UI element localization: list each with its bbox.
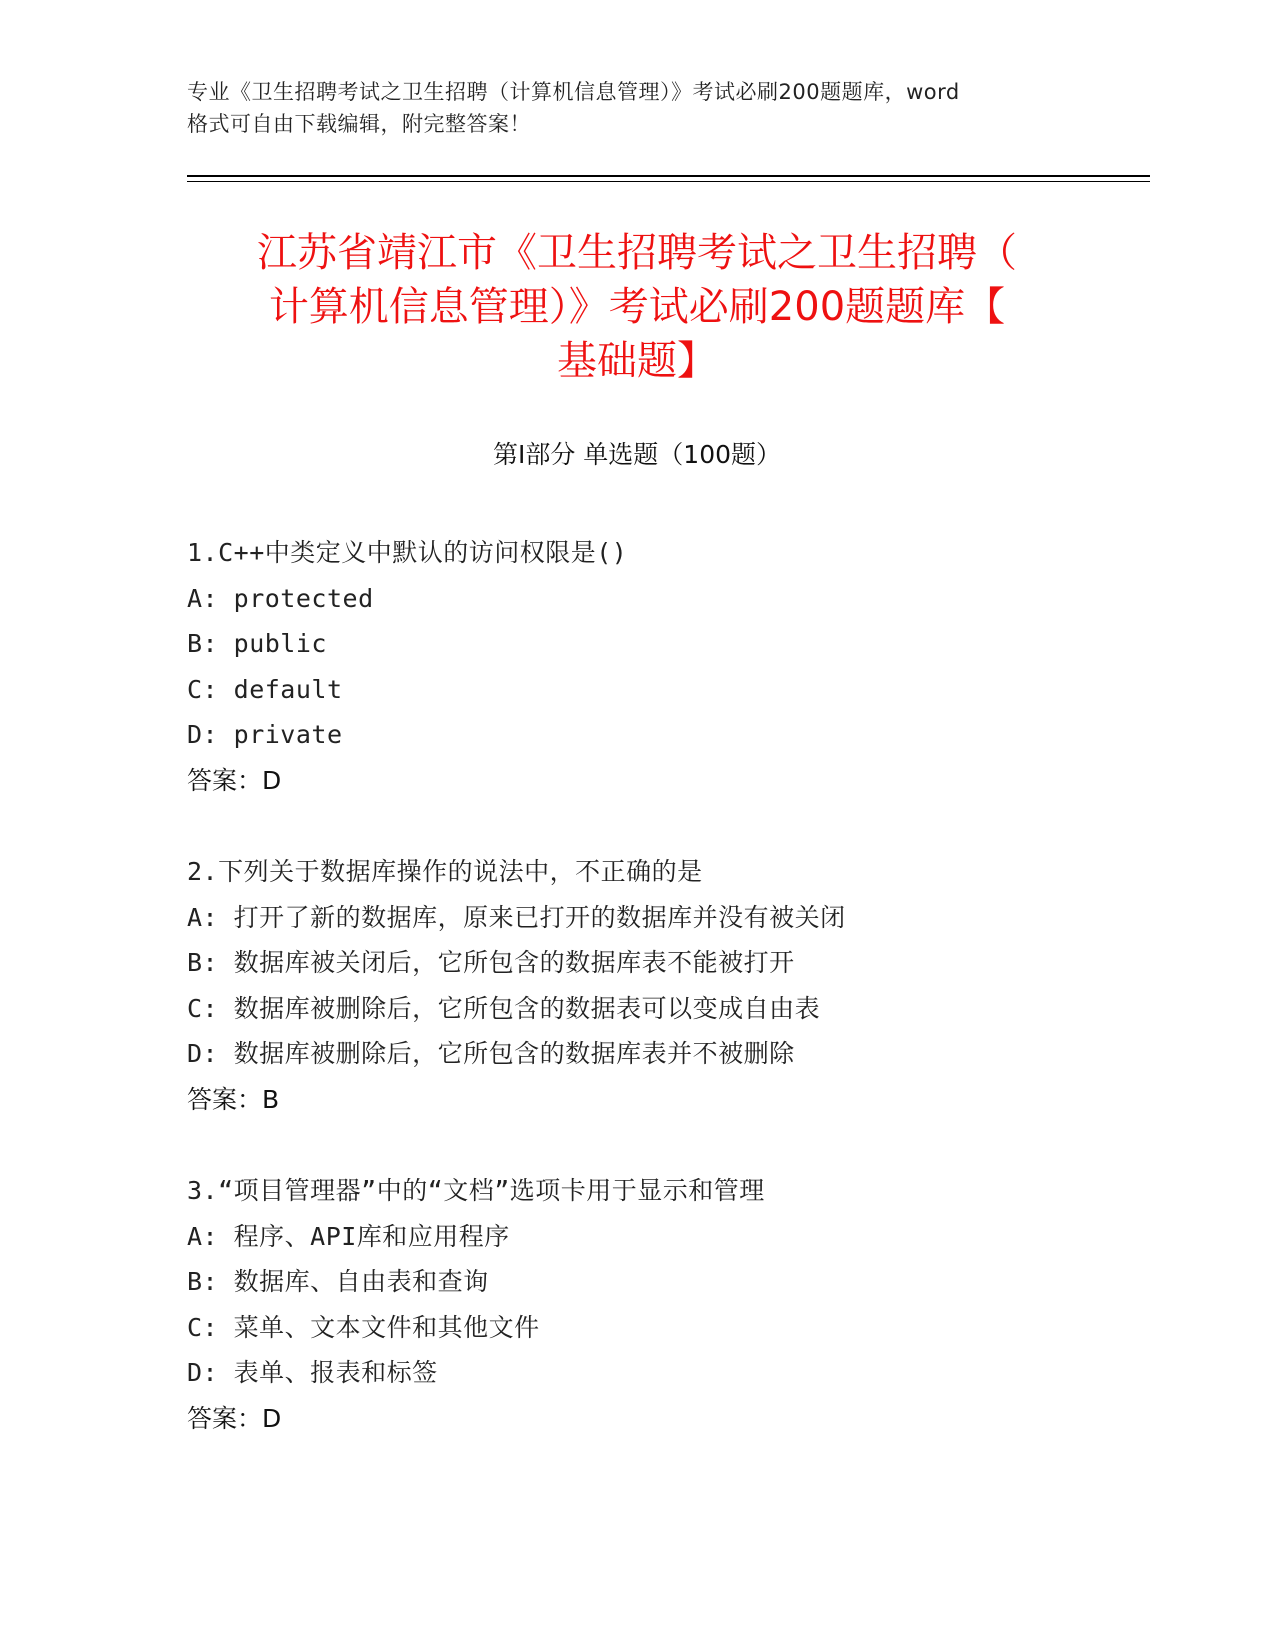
answer-line: 答案：D — [187, 1403, 282, 1433]
option-d: D: 数据库被删除后，它所包含的数据库表并不被删除 — [187, 1039, 795, 1068]
document-title-line-2: 计算机信息管理）》考试必刷200题题库【 — [268, 284, 1006, 330]
header-note-line-1: 专业《卫生招聘考试之卫生招聘（计算机信息管理）》考试必刷200题题库，word — [187, 80, 960, 104]
option-b: B: 数据库、自由表和查询 — [187, 1267, 489, 1296]
option-c: C: 数据库被删除后，它所包含的数据表可以变成自由表 — [187, 993, 821, 1023]
option-b: B: public — [187, 629, 327, 658]
document-title-line-3: 基础题】 — [557, 338, 717, 384]
section-title: 第I部分 单选题（100题） — [492, 440, 782, 469]
option-c: C: 菜单、文本文件和其他文件 — [187, 1312, 540, 1342]
option-d: D: private — [187, 720, 343, 749]
option-a: A: protected — [187, 583, 374, 613]
document-title — [187, 226, 1087, 388]
option-c: C: default — [187, 674, 343, 704]
question-stem: 3.“项目管理器”中的“文档”选项卡用于显示和管理 — [187, 1176, 765, 1205]
option-a: A: 程序、API库和应用程序 — [187, 1221, 510, 1251]
header-note-line-2: 格式可自由下载编辑，附完整答案！ — [187, 112, 531, 136]
header-note — [187, 76, 1087, 140]
question-stem: 1.C++中类定义中默认的访问权限是() — [187, 538, 628, 567]
option-b: B: 数据库被关闭后，它所包含的数据库表不能被打开 — [187, 948, 795, 977]
option-d: D: 表单、报表和标签 — [187, 1358, 438, 1387]
header-rule-thin — [187, 181, 1150, 182]
option-a: A: 打开了新的数据库，原来已打开的数据库并没有被关闭 — [187, 902, 846, 932]
answer-line: 答案：B — [187, 1084, 280, 1114]
question-stem: 2.下列关于数据库操作的说法中，不正确的是 — [187, 857, 703, 886]
question-item — [187, 530, 1137, 803]
question-item — [187, 1168, 1137, 1441]
question-item — [187, 849, 1137, 1122]
document-title-line-1: 江苏省靖江市《卫生招聘考试之卫生招聘（ — [257, 230, 1017, 276]
header-rule-thick — [187, 175, 1150, 177]
answer-line: 答案：D — [187, 765, 282, 795]
